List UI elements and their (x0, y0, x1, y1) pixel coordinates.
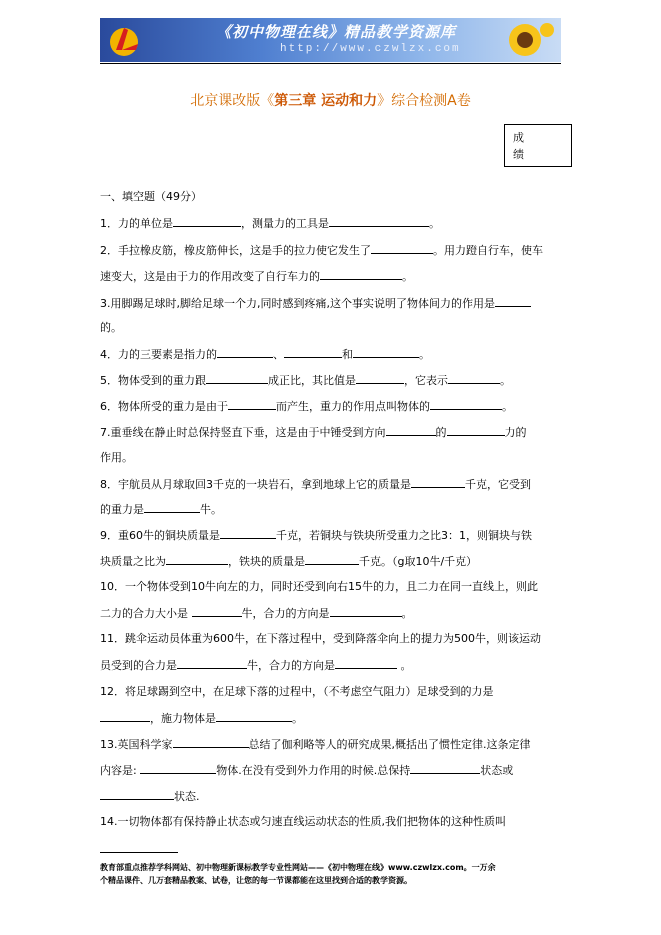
question-2-line-1 (100, 243, 543, 258)
q13-text-f: 状态. (174, 790, 200, 803)
q5-blank-1[interactable] (206, 373, 268, 384)
q12-text-c: 。 (292, 712, 303, 725)
q7-blank-1[interactable] (386, 425, 436, 436)
q9-blank-2[interactable] (166, 554, 228, 565)
question-3-line-2 (100, 321, 122, 335)
q2-blank-2[interactable] (320, 269, 402, 280)
site-logo-icon (102, 20, 152, 60)
question-13-line-3 (100, 789, 200, 804)
q2-text-d: 。 (402, 270, 413, 283)
q9-text-e: 千克。（g取10牛/千克） (359, 555, 478, 568)
question-11-line-2 (100, 658, 412, 673)
q4-text-a: 4．力的三要素是指力的 (100, 348, 217, 361)
q13-text-e: 状态或 (480, 764, 514, 777)
question-9-line-1 (100, 528, 532, 543)
q1-text-a: 1．力的单位是 (100, 217, 173, 230)
q10-blank-1[interactable] (192, 606, 242, 617)
q10-text-c: 牛，合力的方向是 (241, 607, 330, 620)
question-10-line-1 (100, 580, 538, 594)
question-7-line-2 (100, 451, 133, 465)
q7-text-d: 作用。 (100, 451, 133, 464)
q4-blank-1[interactable] (217, 347, 273, 358)
q6-blank-1[interactable] (228, 399, 276, 410)
question-5 (100, 373, 511, 388)
q5-text-a: 5．物体受到的重力跟 (100, 374, 206, 387)
q7-text-a: 7.重垂线在静止时总保持竖直下垂，这是由于中锤受到方向 (100, 426, 386, 439)
q13-blank-4[interactable] (100, 789, 174, 800)
q4-blank-2[interactable] (284, 347, 342, 358)
q2-blank-1[interactable] (371, 243, 433, 254)
q13-text-b: 总结了伽利略等人的研究成果,概括出了惯性定律.这条定律 (248, 738, 531, 751)
question-8-line-2 (100, 502, 222, 517)
q12-blank-1[interactable] (100, 711, 150, 722)
title-chapter: 第三章 运动和力 (274, 93, 378, 109)
banner-slogan: 《初中物理在线》精品教学资源库 (216, 23, 457, 41)
q5-text-b: 成正比，其比值是 (268, 374, 356, 387)
question-14 (100, 815, 506, 829)
q7-text-b: 的 (435, 426, 447, 439)
question-6 (100, 399, 513, 414)
q7-blank-2[interactable] (447, 425, 505, 436)
footer-line-2: 个精品课件、几万套精品教案、试卷，让您的每一节课都能在这里找到合适的教学资源。 (100, 876, 412, 885)
q8-text-c: 的重力是 (100, 503, 144, 516)
q4-text-d: 。 (419, 348, 430, 361)
q10-text-a: 10．一个物体受到10牛向左的力，同时还受到向右15牛的力，且二力在同一直线上，则此 (100, 580, 538, 593)
q8-blank-2[interactable] (144, 502, 200, 513)
q4-blank-3[interactable] (353, 347, 419, 358)
question-7-line-1 (100, 425, 527, 440)
q13-text-c: 内容是: (100, 764, 137, 777)
banner-url[interactable]: http://www.czwlzx.com (280, 43, 461, 55)
q6-blank-2[interactable] (430, 399, 502, 410)
q13-blank-1[interactable] (173, 737, 249, 748)
question-13-line-1 (100, 737, 531, 752)
question-12-line-2 (100, 711, 303, 726)
q12-text-a: 12．将足球踢到空中，在足球下落的过程中，（不考虑空气阻力）足球受到的力是 (100, 685, 494, 698)
footer-rule (100, 852, 178, 853)
q13-text-a: 13.英国科学家 (100, 738, 173, 751)
q5-text-d: 。 (500, 374, 511, 387)
q9-text-d: ，铁块的质量是 (228, 555, 305, 568)
title-prefix: 北京课改版《 (190, 93, 275, 109)
footer-line-1: 教育部重点推荐学科网站、初中物理新课标教学专业性网站——《初中物理在线》www.czwlzx.com。一万余 (100, 863, 496, 872)
q13-text-d: 物体.在没有受到外力作用的时候.总保持 (216, 764, 411, 777)
q3-text-b: 的。 (100, 321, 122, 334)
q9-text-c: 块质量之比为 (100, 555, 166, 568)
q6-text-b: 而产生，重力的作用点叫物体的 (276, 400, 430, 413)
q11-blank-2[interactable] (335, 658, 397, 669)
header-banner (100, 18, 561, 62)
q1-blank-1[interactable] (173, 216, 241, 227)
q8-text-b: 千克，它受到 (465, 478, 531, 491)
q2-text-c: 速变大，这是由于力的作用改变了自行车力的 (100, 270, 320, 283)
question-13-line-2 (100, 763, 513, 778)
q11-text-d: 。 (400, 659, 412, 672)
q10-text-d: 。 (401, 607, 413, 620)
question-8-line-1 (100, 477, 531, 492)
q10-text-b: 二力的合力大小是 (100, 607, 188, 620)
header-rule (100, 63, 561, 64)
q3-blank-1[interactable] (495, 296, 531, 307)
question-10-line-2 (100, 606, 413, 621)
page-title (0, 90, 661, 110)
section-heading: 一、填空题（49分） (100, 190, 202, 203)
question-11-line-1 (100, 632, 541, 646)
q5-text-c: ，它表示 (404, 374, 448, 387)
title-suffix: 》综合检测A卷 (377, 93, 471, 109)
q13-blank-3[interactable] (410, 763, 480, 774)
q11-text-a: 11．跳伞运动员体重为600牛，在下落过程中，受到降落伞向上的提力为500牛，则该运动 (100, 632, 541, 645)
question-9-line-2 (100, 554, 477, 569)
q14-text-a: 14.一切物体都有保持静止状态或匀速直线运动状态的性质,我们把物体的这种性质叫 (100, 815, 506, 828)
question-4 (100, 347, 430, 362)
q11-blank-1[interactable] (177, 658, 247, 669)
q5-blank-3[interactable] (448, 373, 500, 384)
q10-blank-2[interactable] (330, 606, 402, 617)
q2-text-b: 。用力蹬自行车，使车 (433, 244, 543, 257)
q1-text-c: 。 (429, 217, 440, 230)
q3-text-a: 3.用脚踢足球时,脚给足球一个力,同时感到疼痛,这个事实说明了物体间力的作用是 (100, 297, 495, 310)
q5-blank-2[interactable] (356, 373, 404, 384)
q8-text-a: 8．宇航员从月球取回3千克的一块岩石，拿到地球上它的质量是 (100, 478, 411, 491)
q6-text-c: 。 (502, 400, 513, 413)
q2-text-a: 2．手拉橡皮筋，橡皮筋伸长，这是手的拉力使它发生了 (100, 244, 371, 257)
q11-text-b: 员受到的合力是 (100, 659, 177, 672)
score-box (504, 124, 572, 167)
q4-text-b: 、 (273, 348, 284, 361)
q9-text-b: 千克，若铜块与铁块所受重力之比3：1，则铜块与铁 (276, 529, 532, 542)
q11-text-c: 牛，合力的方向是 (247, 659, 335, 672)
question-2-line-2 (100, 269, 413, 284)
q1-blank-2[interactable] (329, 216, 429, 227)
question-12-line-1 (100, 685, 494, 699)
q8-blank-1[interactable] (411, 477, 465, 488)
q1-text-b: ，测量力的工具是 (241, 217, 329, 230)
question-1 (100, 216, 440, 231)
q9-text-a: 9．重60牛的铜块质量是 (100, 529, 220, 542)
q8-text-d: 牛。 (200, 503, 222, 516)
q12-blank-2[interactable] (216, 711, 292, 722)
q6-text-a: 6．物体所受的重力是由于 (100, 400, 228, 413)
q4-text-c: 和 (342, 348, 353, 361)
score-label-2: 绩 (513, 148, 524, 161)
q9-blank-3[interactable] (305, 554, 359, 565)
sunflower-icon (495, 20, 555, 60)
q13-blank-2[interactable] (140, 763, 216, 774)
q7-text-c: 力的 (504, 426, 527, 439)
score-label-1: 成 (513, 131, 524, 144)
question-3-line-1 (100, 296, 531, 311)
q9-blank-1[interactable] (220, 528, 276, 539)
q12-text-b: ，施力物体是 (150, 712, 216, 725)
